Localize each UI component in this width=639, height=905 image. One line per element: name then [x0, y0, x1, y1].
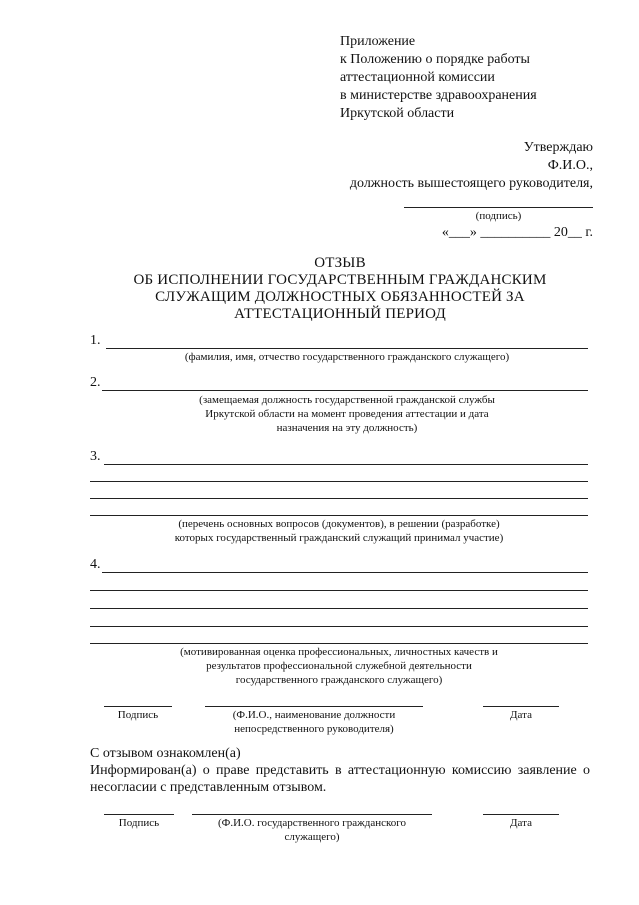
familiarized-text: С отзывом ознакомлен(а)	[90, 746, 241, 761]
section-3-number: 3.	[90, 449, 101, 464]
section-2-caption	[106, 393, 588, 435]
section-3-line	[90, 481, 588, 482]
title-line: АТТЕСТАЦИОННЫЙ ПЕРИОД	[234, 306, 446, 322]
informed-text-line2: несогласии с представленным отзывом.	[90, 780, 327, 795]
approval-date-line: «___» __________ 20__ г.	[441, 225, 593, 240]
caption-line: государственного гражданского служащего)	[235, 674, 443, 686]
title-line: ОТЗЫВ	[314, 255, 366, 271]
caption-line: которых государственный гражданский служащий принимал участие)	[174, 532, 504, 544]
appendix-line: Приложение	[340, 34, 416, 49]
appendix-line: в министерстве здравоохранения	[340, 88, 537, 103]
caption-line: (замещаемая должность государственной гражданской службы	[199, 394, 495, 406]
section-4-line	[90, 608, 588, 609]
caption-line: (Ф.И.О., наименование должности	[232, 709, 396, 721]
caption-line: (Ф.И.О. государственного гражданского	[217, 817, 406, 829]
title-line: СЛУЖАЩИМ ДОЛЖНОСТНЫХ ОБЯЗАННОСТЕЙ ЗА	[155, 289, 525, 305]
section-4-line	[90, 590, 588, 591]
date-label: Дата	[510, 817, 532, 829]
caption-line: непосредственного руководителя)	[234, 723, 394, 735]
section-4-line	[102, 572, 588, 573]
appendix-line: аттестационной комиссии	[340, 70, 495, 85]
appendix-block	[340, 33, 537, 123]
approver-fio: Ф.И.О.,	[547, 158, 593, 173]
date-line	[483, 814, 559, 815]
section-3-caption	[90, 517, 588, 545]
approver-position: должность вышестоящего руководителя,	[349, 176, 593, 191]
date-label: Дата	[510, 709, 532, 721]
section-4-line	[90, 643, 588, 644]
supervisor-fio-line	[205, 706, 423, 707]
informed-text-line1: Информирован(а) о праве представить в аттестационную комиссию заявление о	[90, 763, 590, 778]
section-4-caption	[90, 645, 588, 687]
date-line	[483, 706, 559, 707]
signature-line	[104, 706, 172, 707]
section-1-number: 1.	[90, 333, 101, 348]
appendix-line: к Положению о порядке работы	[340, 52, 530, 67]
signature-label: Подпись	[118, 817, 160, 829]
caption-line: (перечень основных вопросов (документов), в решении (разработке)	[178, 518, 500, 530]
section-1-line	[106, 348, 588, 349]
caption-line: Иркутской области на момент проведения аттестации и дата	[205, 408, 489, 420]
section-4-line	[90, 626, 588, 627]
employee-fio-caption	[192, 816, 432, 844]
approve-label: Утверждаю	[523, 140, 593, 155]
approval-block	[300, 139, 593, 193]
caption-line: назначения на эту должность)	[276, 422, 418, 434]
section-3-line	[90, 515, 588, 516]
signature-caption: (подпись)	[475, 210, 522, 222]
document-title	[90, 255, 590, 323]
supervisor-fio-caption	[205, 708, 423, 736]
section-2-line	[102, 390, 588, 391]
caption-line: результатов профессиональной служебной деятельности	[206, 660, 472, 672]
section-3-line	[104, 464, 588, 465]
signature-line	[104, 814, 174, 815]
caption-line: (мотивированная оценка профессиональных, личностных качеств и	[180, 646, 498, 658]
appendix-line: Иркутской области	[340, 106, 455, 121]
approver-signature-line	[404, 207, 593, 208]
caption-line: служащего)	[284, 831, 340, 843]
employee-fio-line	[192, 814, 432, 815]
section-1-caption: (фамилия, имя, отчество государственного гражданского служащего)	[184, 351, 510, 363]
section-3-line	[90, 498, 588, 499]
signature-label: Подпись	[117, 709, 159, 721]
title-line: ОБ ИСПОЛНЕНИИ ГОСУДАРСТВЕННЫМ ГРАЖДАНСКИМ	[133, 272, 547, 288]
section-4-number: 4.	[90, 557, 101, 572]
section-2-number: 2.	[90, 375, 101, 390]
